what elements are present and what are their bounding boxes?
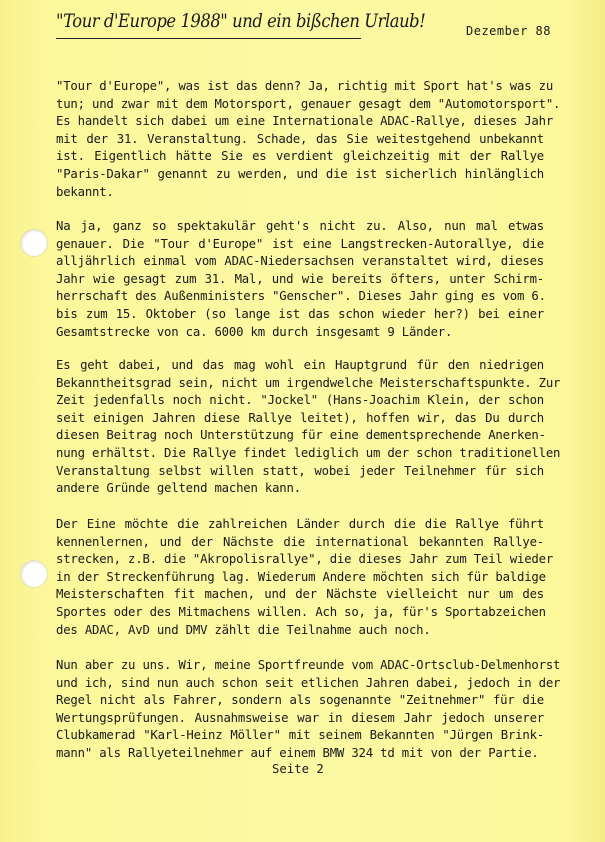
headline-underline — [56, 38, 361, 39]
text-line: Nun aber zu uns. Wir, meine Sportfreunde vom ADAC-Ortsclub-Delmenhorst — [56, 658, 561, 672]
text-line: diesen Beitrag noch Unterstützung für eine dementsprechende Anerken- — [56, 428, 546, 443]
paragraph-purpose — [56, 357, 561, 498]
punch-hole-bottom — [20, 560, 48, 588]
text-line: bekannt. — [56, 184, 114, 199]
text-line: nung erhältst. Die Rallye findet lediglich um der schon traditionellen — [56, 445, 561, 460]
text-line: mit der 31. Veranstaltung. Schade, das Sie weitestgehend unbekannt — [56, 131, 544, 146]
text-line: Bekanntheitsgrad sein, nicht um irgendwelche Meisterschaftspunkte. Zur — [56, 375, 561, 390]
text-line: Meisterschaften fit machen, und der Nächste vielleicht nur um des — [56, 587, 544, 602]
text-line: in der Streckenführung lag. Wiederum Andere möchten sich für baldige — [56, 569, 546, 584]
text-line: Clubkamerad "Karl-Heinz Möller" mit seinem Bekannten "Jürgen Brink- — [56, 728, 544, 743]
text-line: alljährlich einmal vom ADAC-Niedersachsen veranstaltet wird, dieses — [56, 254, 544, 269]
text-line: Jahr wie gesagt zum 31. Mal, und wie bereits öfters, unter Schirm- — [56, 271, 544, 286]
text-line: Regel nicht als Fahrer, sondern als sogenannte "Zeitnehmer" für die — [56, 693, 544, 708]
issue-date: Dezember 88 — [466, 24, 551, 38]
headline: "Tour d'Europe 1988" und ein bißchen Urlaub! — [56, 10, 426, 32]
text-line: strecken, z.B. die "Akropolisrallye", die dieses Jahr zum Teil wieder — [56, 552, 554, 567]
text-line: herrschaft des Außenministers "Genscher". Dieses Jahr ging es vom 6. — [56, 289, 546, 304]
text-line: Der Eine möchte die zahlreichen Länder durch die die Rallye führt — [56, 517, 544, 531]
punch-hole-top — [20, 229, 48, 257]
text-line: genauer. Die "Tour d'Europe" ist eine Langstrecken-Autorallye, die — [56, 236, 544, 251]
text-line: des ADAC, AvD und DMV zählt die Teilnahme auch noch. — [56, 622, 431, 637]
text-line: Wertungsprüfungen. Ausnahmsweise war in diesem Jahr jedoch unserer — [56, 710, 544, 725]
paragraph-club — [56, 657, 561, 763]
text-line: tun; und zwar mit dem Motorsport, genauer gesagt dem "Automotorsport". — [56, 96, 561, 111]
text-line: und ich, sind nun auch schon seit etlichen Jahren dabei, jedoch in der — [56, 675, 561, 690]
text-line: seit einigen Jahren diese Rallye leitet), hoffen wir, das Du durch — [56, 410, 544, 425]
text-line: Gesamtstrecke von ca. 6000 km durch insgesamt 9 Länder. — [56, 324, 453, 339]
paragraph-details — [56, 218, 544, 341]
text-line: kennenlernen, und der Nächste die international bekannten Rallye- — [56, 534, 544, 549]
text-line: Zeit jedenfalls noch nicht. "Jockel" (Hans-Joachim Klein, der schon — [56, 393, 544, 408]
text-line: Na ja, ganz so spektakulär geht's nicht zu. Also, nun mal etwas — [56, 219, 544, 233]
text-line: Es geht dabei, und das mag wohl ein Hauptgrund für den niedrigen — [56, 358, 544, 372]
text-line: "Paris-Dakar" genannt zu werden, und die ist sicherlich hinlänglich — [56, 166, 544, 181]
text-line: Es handelt sich dabei um eine Internationale ADAC-Rallye, dieses Jahr — [56, 114, 554, 129]
page-number: Seite 2 — [272, 762, 324, 776]
text-line: andere Gründe geltend machen kann. — [56, 481, 301, 496]
text-line: mann" als Rallyeteilnehmer auf einem BMW 324 td mit von der Partie. — [56, 745, 539, 760]
text-line: bis zum 15. Oktober (so lange ist das schon wieder her?) bei einer — [56, 306, 544, 321]
paragraph-intro — [56, 78, 561, 201]
paragraph-motivations — [56, 516, 554, 639]
text-line: Veranstaltung selbst willen statt, wobei jeder Teilnehmer für sich — [56, 463, 544, 478]
text-line: "Tour d'Europe", was ist das denn? Ja, richtig mit Sport hat's was zu — [56, 79, 554, 93]
text-line: Sportes oder des Mitmachens willen. Ach so, ja, für's Sportabzeichen — [56, 604, 546, 619]
text-line: ist. Eigentlich hätte Sie es verdient gleichzeitig mit der Rallye — [56, 149, 544, 164]
